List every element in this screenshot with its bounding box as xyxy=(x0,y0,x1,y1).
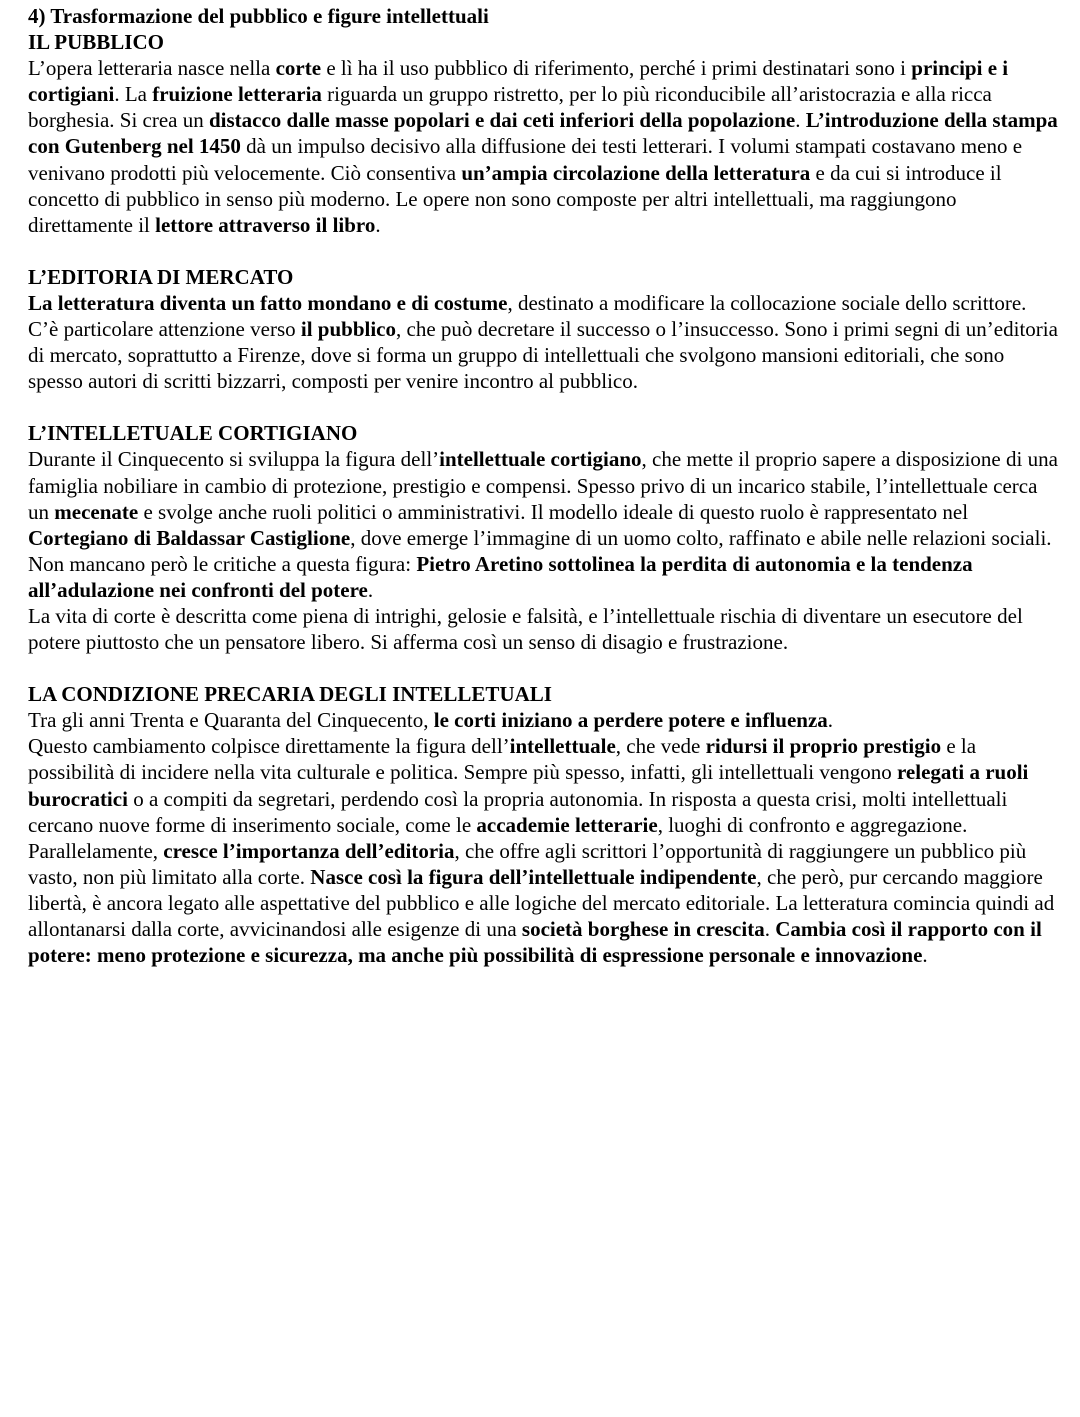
paragraph xyxy=(28,707,1058,733)
bold-text: principi e i cortigiani xyxy=(28,56,1009,107)
text-run: e da cui si introduce il concetto di pubblico in senso più moderno. Le opere non sono composte per altri intellettuali, ma raggiungono direttamente il xyxy=(28,160,1002,237)
paragraph xyxy=(28,733,1058,968)
paragraph xyxy=(28,603,1058,655)
text-run: , destinato a modificare la collocazione sociale dello scrittore. C’è particolare attenzione verso xyxy=(28,290,1027,342)
text-run: e la possibilità di incidere nella vita culturale e politica. Sempre più spesso, infatti, gli intellettuali vengono xyxy=(28,734,977,785)
bold-text: un’ampia circolazione della letteratura xyxy=(461,160,811,185)
paragraph xyxy=(28,55,1058,238)
section xyxy=(28,420,1058,655)
bold-text: ridursi il proprio prestigio xyxy=(705,734,942,759)
bold-text: relegati a ruoli burocratici xyxy=(28,760,1029,811)
section-heading: LA CONDIZIONE PRECARIA DEGLI INTELLETUALI xyxy=(28,682,552,707)
text-run: , luoghi di confronto e aggregazione. Parallelamente, xyxy=(28,812,968,863)
text-run: , che mette il proprio sapere a disposizione di una famiglia nobiliare in cambio di protezione, prestigio e compensi. Spesso privo di un incarico stabile, l’intellettuale cerca un xyxy=(28,447,1058,524)
document-body xyxy=(28,29,1058,968)
bold-text: intellettuale cortigiano xyxy=(439,447,642,472)
section-heading: IL PUBBLICO xyxy=(28,30,164,55)
text-run: . xyxy=(795,108,806,133)
text-run: e svolge anche ruoli politici o amministrativi. Il modello ideale di questo ruolo è rappresentato nel xyxy=(138,499,969,524)
bold-text: fruizione letteraria xyxy=(152,82,322,107)
bold-text: Cortegiano di Baldassar Castiglione xyxy=(28,525,351,550)
bold-text: L’introduzione della stampa con Gutenberg nel 1450 xyxy=(28,108,1058,159)
text-run: , dove emerge l’immagine di un uomo colto, raffinato e abile nelle relazioni sociali. Non mancano però le critiche a questa figura: xyxy=(28,525,1052,576)
text-run: dà un impulso decisivo alla diffusione dei testi letterari. I volumi stampati costavano meno e venivano prodotti più velocemente. Ciò consentiva xyxy=(28,134,1023,185)
bold-text: corte xyxy=(275,56,322,81)
bold-text: società borghese in crescita xyxy=(521,917,765,941)
text-run: . xyxy=(367,577,374,602)
bold-text: il pubblico xyxy=(300,317,397,342)
text-run: riguarda un gruppo ristretto, per lo più riconducibile all’aristocrazia e alla ricca borghesia. Si crea un xyxy=(28,82,992,133)
section xyxy=(28,29,1058,238)
bold-text: intellettuale xyxy=(509,734,616,759)
bold-text: le corti iniziano a perdere potere e influenza xyxy=(433,708,828,733)
text-run: e lì ha il uso pubblico di riferimento, perché i primi destinatari sono i xyxy=(321,56,912,81)
bold-text: cresce l’importanza dell’editoria xyxy=(163,838,455,863)
section xyxy=(28,264,1058,394)
document-title: 4) Trasformazione del pubblico e figure intellettuali xyxy=(28,4,489,28)
bold-text: lettore attraverso il libro xyxy=(155,212,376,237)
bold-text: mecenate xyxy=(54,499,139,524)
text-run: , che però, pur cercando maggiore libertà, è ancora legato alle aspettative del pubblico e alle logiche del mercato editoriale. La letteratura comincia quindi ad allontanarsi dalla corte, avvicinandosi alle esigenze di una xyxy=(28,864,1055,941)
text-run: . xyxy=(375,212,381,237)
text-run: . xyxy=(922,943,928,968)
section xyxy=(28,681,1058,968)
bold-text: Nasce così la figura dell’intellettuale indipendente xyxy=(310,864,757,889)
text-run: Durante il Cinquecento si sviluppa la figura dell’ xyxy=(28,447,440,472)
text-run: , che vede xyxy=(615,734,706,759)
bold-text: La letteratura diventa un fatto mondano e di costume xyxy=(28,290,508,315)
text-run: . xyxy=(764,917,776,941)
text-run: . La xyxy=(114,82,153,107)
bold-text: distacco dalle masse popolari e dai ceti inferiori della popolazione xyxy=(208,108,796,133)
paragraph xyxy=(28,290,1058,394)
text-run: L’opera letteraria nasce nella xyxy=(28,56,276,81)
text-run: Questo cambiamento colpisce direttamente la figura dell’ xyxy=(28,734,510,759)
text-run: , che può decretare il successo o l’insuccesso. Sono i primi segni di un’editoria di mercato, soprattutto a Firenze, dove si forma un gruppo di intellettuali che svolgono mansioni editoriali, che sono spesso autori di scritti bizzarri, composti per venire incontro al pubblico. xyxy=(28,317,1058,394)
paragraph xyxy=(28,446,1058,603)
section-heading: L’INTELLETUALE CORTIGIANO xyxy=(28,421,358,446)
document-page xyxy=(28,3,1058,994)
text-run: o a compiti da segretari, perdendo così la propria autonomia. In risposta a questa crisi, molti intellettuali cercano nuove forme di inserimento sociale, come le xyxy=(28,786,1008,837)
bold-text: Cambia così il rapporto con il potere: meno protezione e sicurezza, ma anche più possibilità di espressione personale e innovazione xyxy=(28,917,1042,968)
text-run: Tra gli anni Trenta e Quaranta del Cinquecento, xyxy=(28,708,434,733)
bold-text: Pietro Aretino sottolinea la perdita di autonomia e la tendenza all’adulazione nei confronti del potere xyxy=(28,551,973,602)
text-run: . xyxy=(827,708,834,733)
section-heading: L’EDITORIA DI MERCATO xyxy=(28,264,294,289)
bold-text: accademie letterarie xyxy=(476,812,658,837)
text-run: La vita di corte è descritta come piena di intrighi, gelosie e falsità, e l’intellettuale rischia di diventare un esecutore del potere piuttosto che un pensatore libero. Si afferma così un senso di disagio e frustrazione. xyxy=(28,603,1023,655)
text-run: , che offre agli scrittori l’opportunità di raggiungere un pubblico più vasto, non più limitato alla corte. xyxy=(28,838,1027,889)
